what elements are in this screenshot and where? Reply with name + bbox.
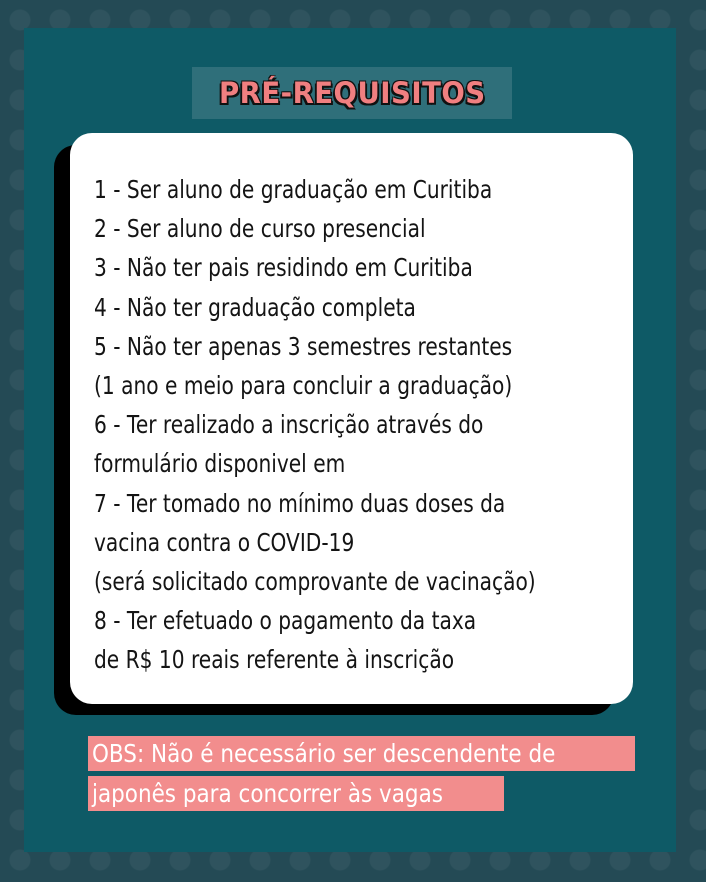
requirement-line: vacina contra o COVID-19 (94, 527, 355, 557)
requirement-line: (1 ano e meio para concluir a graduação) (94, 370, 513, 400)
title-box (192, 67, 512, 119)
requirement-line: 7 - Ter tomado no mínimo duas doses da (94, 488, 506, 518)
observation-line: japonês para concorrer às vagas (92, 779, 443, 808)
requirements-card (70, 133, 633, 704)
page-title: PRÉ-REQUISITOS (218, 76, 486, 110)
observation-highlight (88, 736, 635, 771)
requirement-line: 5 - Não ter apenas 3 semestres restantes (94, 331, 513, 361)
requirement-line: 2 - Ser aluno de curso presencial (94, 214, 426, 244)
requirement-line: 6 - Ter realizado a inscrição através do (94, 410, 484, 440)
requirement-line: 4 - Não ter graduação completa (94, 292, 416, 322)
requirements-list (94, 170, 629, 679)
requirement-line: (será solicitado comprovante de vacinação) (94, 566, 536, 596)
requirement-line: 3 - Não ter pais residindo em Curitiba (94, 253, 473, 283)
observation-highlight (88, 776, 504, 811)
requirement-line: 1 - Ser aluno de graduação em Curitiba (94, 175, 493, 204)
observation-line: OBS: Não é necessário ser descendente de (92, 739, 556, 768)
requirement-line: formulário disponivel em (94, 449, 346, 479)
requirement-line: de R$ 10 reais referente à inscrição (94, 645, 455, 675)
requirement-line: 8 - Ter efetuado o pagamento da taxa (94, 606, 477, 636)
